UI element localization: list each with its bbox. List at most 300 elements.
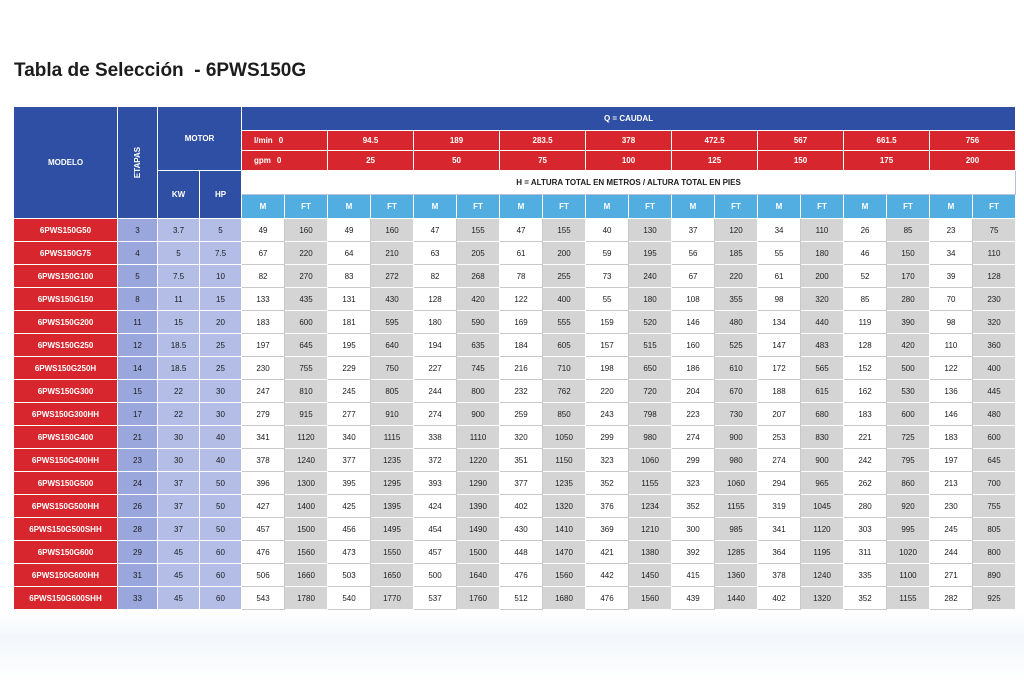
value-m-cell: 34 — [930, 242, 973, 265]
value-m-cell: 216 — [500, 357, 543, 380]
value-ft-cell: 150 — [887, 242, 930, 265]
unit-m-header: M — [844, 195, 887, 219]
value-ft-cell: 110 — [973, 242, 1016, 265]
value-m-cell: 26 — [844, 219, 887, 242]
model-cell: 6PWS150G400 — [14, 426, 118, 449]
value-m-cell: 83 — [328, 265, 371, 288]
table-row — [14, 334, 1016, 357]
value-ft-cell: 483 — [801, 334, 844, 357]
value-m-cell: 197 — [930, 449, 973, 472]
value-m-cell: 207 — [758, 403, 801, 426]
value-ft-cell: 1045 — [801, 495, 844, 518]
flow-gpm-cell: 150 — [758, 151, 844, 171]
value-m-cell: 204 — [672, 380, 715, 403]
value-m-cell: 227 — [414, 357, 457, 380]
value-m-cell: 49 — [242, 219, 285, 242]
value-ft-cell: 1410 — [543, 518, 586, 541]
value-m-cell: 169 — [500, 311, 543, 334]
kw-cell: 22 — [158, 380, 200, 403]
unit-ft-header: FT — [801, 195, 844, 219]
value-ft-cell: 680 — [801, 403, 844, 426]
etapas-cell: 28 — [118, 518, 158, 541]
value-m-cell: 340 — [328, 426, 371, 449]
hp-cell: 50 — [200, 472, 242, 495]
model-cell: 6PWS150G50 — [14, 219, 118, 242]
value-m-cell: 456 — [328, 518, 371, 541]
table-row — [14, 311, 1016, 334]
value-m-cell: 369 — [586, 518, 629, 541]
value-m-cell: 424 — [414, 495, 457, 518]
value-ft-cell: 750 — [371, 357, 414, 380]
value-m-cell: 55 — [586, 288, 629, 311]
value-ft-cell: 650 — [629, 357, 672, 380]
value-m-cell: 500 — [414, 564, 457, 587]
unit-m-header: M — [672, 195, 715, 219]
unit-m-header: M — [586, 195, 629, 219]
value-ft-cell: 255 — [543, 265, 586, 288]
unit-m-header: M — [758, 195, 801, 219]
value-m-cell: 67 — [242, 242, 285, 265]
value-ft-cell: 860 — [887, 472, 930, 495]
table-header — [14, 107, 1016, 219]
value-m-cell: 133 — [242, 288, 285, 311]
value-m-cell: 537 — [414, 587, 457, 610]
value-m-cell: 335 — [844, 564, 887, 587]
value-ft-cell: 180 — [629, 288, 672, 311]
value-ft-cell: 1390 — [457, 495, 500, 518]
value-ft-cell: 230 — [973, 288, 1016, 311]
model-cell: 6PWS150G400HH — [14, 449, 118, 472]
hp-cell: 40 — [200, 426, 242, 449]
value-ft-cell: 270 — [285, 265, 328, 288]
value-ft-cell: 910 — [371, 403, 414, 426]
value-ft-cell: 85 — [887, 219, 930, 242]
value-ft-cell: 420 — [887, 334, 930, 357]
hp-header: HP — [200, 171, 242, 219]
value-ft-cell: 1770 — [371, 587, 414, 610]
value-ft-cell: 798 — [629, 403, 672, 426]
value-ft-cell: 530 — [887, 380, 930, 403]
value-ft-cell: 745 — [457, 357, 500, 380]
value-m-cell: 402 — [500, 495, 543, 518]
hp-cell: 15 — [200, 288, 242, 311]
hp-cell: 20 — [200, 311, 242, 334]
unit-ft-header: FT — [973, 195, 1016, 219]
value-ft-cell: 1320 — [543, 495, 586, 518]
value-ft-cell: 800 — [457, 380, 500, 403]
value-m-cell: 378 — [242, 449, 285, 472]
kw-cell: 45 — [158, 541, 200, 564]
value-ft-cell: 480 — [715, 311, 758, 334]
unit-m-header: M — [242, 195, 285, 219]
value-ft-cell: 320 — [801, 288, 844, 311]
flow-lmin-cell: 567 — [758, 131, 844, 151]
value-m-cell: 303 — [844, 518, 887, 541]
value-ft-cell: 1560 — [629, 587, 672, 610]
value-ft-cell: 440 — [801, 311, 844, 334]
value-ft-cell: 1285 — [715, 541, 758, 564]
kw-cell: 18.5 — [158, 334, 200, 357]
value-ft-cell: 805 — [973, 518, 1016, 541]
etapas-cell: 12 — [118, 334, 158, 357]
table-row — [14, 288, 1016, 311]
etapas-cell: 5 — [118, 265, 158, 288]
selection-table — [13, 106, 1016, 610]
etapas-cell: 17 — [118, 403, 158, 426]
value-ft-cell: 645 — [285, 334, 328, 357]
value-ft-cell: 1400 — [285, 495, 328, 518]
flow-gpm-cell: 100 — [586, 151, 672, 171]
value-ft-cell: 1500 — [457, 541, 500, 564]
value-m-cell: 396 — [242, 472, 285, 495]
value-ft-cell: 1120 — [285, 426, 328, 449]
value-m-cell: 274 — [758, 449, 801, 472]
value-m-cell: 136 — [930, 380, 973, 403]
value-ft-cell: 400 — [973, 357, 1016, 380]
value-m-cell: 49 — [328, 219, 371, 242]
value-ft-cell: 1050 — [543, 426, 586, 449]
value-m-cell: 473 — [328, 541, 371, 564]
flow-lmin-cell: 283.5 — [500, 131, 586, 151]
hp-cell: 40 — [200, 449, 242, 472]
kw-cell: 37 — [158, 495, 200, 518]
etapas-cell: 3 — [118, 219, 158, 242]
unit-ft-header: FT — [457, 195, 500, 219]
value-m-cell: 540 — [328, 587, 371, 610]
unit-ft-header: FT — [543, 195, 586, 219]
value-ft-cell: 720 — [629, 380, 672, 403]
unit-ft-header: FT — [285, 195, 328, 219]
hp-cell: 25 — [200, 357, 242, 380]
value-m-cell: 162 — [844, 380, 887, 403]
value-m-cell: 442 — [586, 564, 629, 587]
hp-cell: 25 — [200, 334, 242, 357]
value-m-cell: 63 — [414, 242, 457, 265]
table-row — [14, 518, 1016, 541]
unit-m-header: M — [500, 195, 543, 219]
value-m-cell: 253 — [758, 426, 801, 449]
value-ft-cell: 795 — [887, 449, 930, 472]
value-ft-cell: 805 — [371, 380, 414, 403]
value-m-cell: 40 — [586, 219, 629, 242]
value-m-cell: 341 — [242, 426, 285, 449]
table-body — [14, 219, 1016, 610]
flow-gpm-cell: 200 — [930, 151, 1016, 171]
value-m-cell: 282 — [930, 587, 973, 610]
table-row — [14, 587, 1016, 610]
value-m-cell: 23 — [930, 219, 973, 242]
value-m-cell: 59 — [586, 242, 629, 265]
value-m-cell: 427 — [242, 495, 285, 518]
value-m-cell: 46 — [844, 242, 887, 265]
value-m-cell: 180 — [414, 311, 457, 334]
value-ft-cell: 600 — [285, 311, 328, 334]
value-m-cell: 172 — [758, 357, 801, 380]
value-ft-cell: 515 — [629, 334, 672, 357]
value-ft-cell: 1495 — [371, 518, 414, 541]
table-row — [14, 426, 1016, 449]
model-cell: 6PWS150G250H — [14, 357, 118, 380]
value-m-cell: 70 — [930, 288, 973, 311]
table-row — [14, 357, 1016, 380]
value-m-cell: 244 — [414, 380, 457, 403]
flow-lmin-value: 0 — [278, 136, 284, 145]
value-ft-cell: 1320 — [801, 587, 844, 610]
value-m-cell: 512 — [500, 587, 543, 610]
value-ft-cell: 1450 — [629, 564, 672, 587]
value-m-cell: 37 — [672, 219, 715, 242]
model-cell: 6PWS150G600SHH — [14, 587, 118, 610]
value-ft-cell: 1235 — [543, 472, 586, 495]
kw-cell: 30 — [158, 449, 200, 472]
value-m-cell: 134 — [758, 311, 801, 334]
kw-cell: 45 — [158, 564, 200, 587]
value-ft-cell: 995 — [887, 518, 930, 541]
value-m-cell: 300 — [672, 518, 715, 541]
value-m-cell: 311 — [844, 541, 887, 564]
value-m-cell: 247 — [242, 380, 285, 403]
value-m-cell: 183 — [242, 311, 285, 334]
etapas-cell: 15 — [118, 380, 158, 403]
value-ft-cell: 160 — [285, 219, 328, 242]
value-ft-cell: 1650 — [371, 564, 414, 587]
model-cell: 6PWS150G600 — [14, 541, 118, 564]
value-ft-cell: 520 — [629, 311, 672, 334]
value-ft-cell: 1360 — [715, 564, 758, 587]
value-m-cell: 476 — [500, 564, 543, 587]
value-m-cell: 157 — [586, 334, 629, 357]
unit-ft-header: FT — [371, 195, 414, 219]
value-m-cell: 147 — [758, 334, 801, 357]
model-cell: 6PWS150G600HH — [14, 564, 118, 587]
value-ft-cell: 1240 — [285, 449, 328, 472]
table-row — [14, 472, 1016, 495]
table-row — [14, 219, 1016, 242]
value-ft-cell: 480 — [973, 403, 1016, 426]
value-m-cell: 457 — [242, 518, 285, 541]
page-title: Tabla de Selección - 6PWS150G — [14, 60, 307, 81]
value-ft-cell: 400 — [543, 288, 586, 311]
value-m-cell: 47 — [414, 219, 457, 242]
value-ft-cell: 925 — [973, 587, 1016, 610]
value-m-cell: 98 — [930, 311, 973, 334]
value-m-cell: 323 — [586, 449, 629, 472]
value-m-cell: 186 — [672, 357, 715, 380]
kw-cell: 15 — [158, 311, 200, 334]
unit-m-header: M — [414, 195, 457, 219]
value-m-cell: 146 — [672, 311, 715, 334]
etapas-header-label: ETAPAS — [132, 146, 142, 179]
flow-gpm-cell: 25 — [328, 151, 414, 171]
kw-cell: 7.5 — [158, 265, 200, 288]
hp-cell: 50 — [200, 495, 242, 518]
value-ft-cell: 900 — [457, 403, 500, 426]
gpm-label: gpm — [254, 156, 271, 165]
value-ft-cell: 420 — [457, 288, 500, 311]
value-ft-cell: 725 — [887, 426, 930, 449]
hp-cell: 7.5 — [200, 242, 242, 265]
hp-cell: 30 — [200, 403, 242, 426]
value-ft-cell: 1440 — [715, 587, 758, 610]
value-m-cell: 402 — [758, 587, 801, 610]
unit-m-header: M — [930, 195, 973, 219]
value-ft-cell: 605 — [543, 334, 586, 357]
value-ft-cell: 1550 — [371, 541, 414, 564]
value-ft-cell: 1150 — [543, 449, 586, 472]
value-ft-cell: 1195 — [801, 541, 844, 564]
value-m-cell: 131 — [328, 288, 371, 311]
unit-ft-header: FT — [715, 195, 758, 219]
value-m-cell: 39 — [930, 265, 973, 288]
model-cell: 6PWS150G200 — [14, 311, 118, 334]
value-ft-cell: 1560 — [543, 564, 586, 587]
value-ft-cell: 1115 — [371, 426, 414, 449]
value-ft-cell: 155 — [543, 219, 586, 242]
model-cell: 6PWS150G500SHH — [14, 518, 118, 541]
value-ft-cell: 645 — [973, 449, 1016, 472]
value-ft-cell: 600 — [973, 426, 1016, 449]
hp-cell: 60 — [200, 541, 242, 564]
altura-header: H = ALTURA TOTAL EN METROS / ALTURA TOTAL EN PIES — [242, 171, 1016, 195]
value-ft-cell: 210 — [371, 242, 414, 265]
lmin-label: l/min — [254, 136, 273, 145]
flow-gpm-cell — [242, 151, 328, 171]
hp-cell: 30 — [200, 380, 242, 403]
value-ft-cell: 170 — [887, 265, 930, 288]
value-m-cell: 73 — [586, 265, 629, 288]
value-m-cell: 372 — [414, 449, 457, 472]
hp-cell: 10 — [200, 265, 242, 288]
value-m-cell: 213 — [930, 472, 973, 495]
value-m-cell: 119 — [844, 311, 887, 334]
value-m-cell: 395 — [328, 472, 371, 495]
value-ft-cell: 850 — [543, 403, 586, 426]
value-m-cell: 243 — [586, 403, 629, 426]
value-m-cell: 244 — [930, 541, 973, 564]
value-m-cell: 476 — [586, 587, 629, 610]
value-ft-cell: 1240 — [801, 564, 844, 587]
etapas-cell: 29 — [118, 541, 158, 564]
value-ft-cell: 445 — [973, 380, 1016, 403]
value-m-cell: 122 — [930, 357, 973, 380]
value-m-cell: 377 — [500, 472, 543, 495]
model-cell: 6PWS150G300HH — [14, 403, 118, 426]
value-m-cell: 352 — [586, 472, 629, 495]
value-m-cell: 152 — [844, 357, 887, 380]
value-ft-cell: 615 — [801, 380, 844, 403]
value-m-cell: 242 — [844, 449, 887, 472]
value-ft-cell: 762 — [543, 380, 586, 403]
etapas-header — [118, 107, 158, 219]
value-ft-cell: 1470 — [543, 541, 586, 564]
value-m-cell: 338 — [414, 426, 457, 449]
etapas-cell: 26 — [118, 495, 158, 518]
flow-lmin-cell: 189 — [414, 131, 500, 151]
value-m-cell: 393 — [414, 472, 457, 495]
value-ft-cell: 360 — [973, 334, 1016, 357]
flow-lmin-cell: 661.5 — [844, 131, 930, 151]
etapas-cell: 11 — [118, 311, 158, 334]
value-m-cell: 506 — [242, 564, 285, 587]
value-m-cell: 198 — [586, 357, 629, 380]
value-m-cell: 543 — [242, 587, 285, 610]
value-ft-cell: 1380 — [629, 541, 672, 564]
model-cell: 6PWS150G100 — [14, 265, 118, 288]
value-m-cell: 430 — [500, 518, 543, 541]
model-cell: 6PWS150G250 — [14, 334, 118, 357]
value-ft-cell: 635 — [457, 334, 500, 357]
flow-lmin-cell: 472.5 — [672, 131, 758, 151]
value-m-cell: 271 — [930, 564, 973, 587]
flow-gpm-cell: 125 — [672, 151, 758, 171]
value-m-cell: 181 — [328, 311, 371, 334]
value-ft-cell: 195 — [629, 242, 672, 265]
model-cell: 6PWS150G75 — [14, 242, 118, 265]
value-m-cell: 392 — [672, 541, 715, 564]
flow-lmin-cell: 94.5 — [328, 131, 414, 151]
value-m-cell: 188 — [758, 380, 801, 403]
etapas-cell: 4 — [118, 242, 158, 265]
value-ft-cell: 1395 — [371, 495, 414, 518]
model-cell: 6PWS150G300 — [14, 380, 118, 403]
kw-cell: 37 — [158, 472, 200, 495]
table-row — [14, 449, 1016, 472]
value-m-cell: 67 — [672, 265, 715, 288]
etapas-cell: 8 — [118, 288, 158, 311]
value-m-cell: 159 — [586, 311, 629, 334]
value-m-cell: 352 — [672, 495, 715, 518]
value-ft-cell: 1060 — [629, 449, 672, 472]
model-cell: 6PWS150G500HH — [14, 495, 118, 518]
value-m-cell: 274 — [414, 403, 457, 426]
unit-ft-header: FT — [629, 195, 672, 219]
hp-cell: 60 — [200, 564, 242, 587]
value-m-cell: 64 — [328, 242, 371, 265]
value-ft-cell: 985 — [715, 518, 758, 541]
value-ft-cell: 180 — [801, 242, 844, 265]
value-ft-cell: 500 — [887, 357, 930, 380]
value-m-cell: 457 — [414, 541, 457, 564]
kw-cell: 5 — [158, 242, 200, 265]
etapas-cell: 21 — [118, 426, 158, 449]
kw-cell: 18.5 — [158, 357, 200, 380]
value-ft-cell: 730 — [715, 403, 758, 426]
value-ft-cell: 610 — [715, 357, 758, 380]
modelo-header: MODELO — [14, 107, 118, 219]
value-m-cell: 364 — [758, 541, 801, 564]
value-m-cell: 376 — [586, 495, 629, 518]
value-m-cell: 377 — [328, 449, 371, 472]
value-ft-cell: 920 — [887, 495, 930, 518]
value-ft-cell: 965 — [801, 472, 844, 495]
value-ft-cell: 75 — [973, 219, 1016, 242]
value-m-cell: 259 — [500, 403, 543, 426]
value-m-cell: 277 — [328, 403, 371, 426]
value-m-cell: 274 — [672, 426, 715, 449]
value-m-cell: 82 — [414, 265, 457, 288]
value-m-cell: 448 — [500, 541, 543, 564]
value-m-cell: 183 — [930, 426, 973, 449]
value-ft-cell: 640 — [371, 334, 414, 357]
unit-m-header: M — [328, 195, 371, 219]
value-ft-cell: 900 — [801, 449, 844, 472]
value-m-cell: 439 — [672, 587, 715, 610]
value-m-cell: 110 — [930, 334, 973, 357]
value-ft-cell: 160 — [371, 219, 414, 242]
value-m-cell: 245 — [930, 518, 973, 541]
value-ft-cell: 980 — [629, 426, 672, 449]
value-ft-cell: 755 — [285, 357, 328, 380]
